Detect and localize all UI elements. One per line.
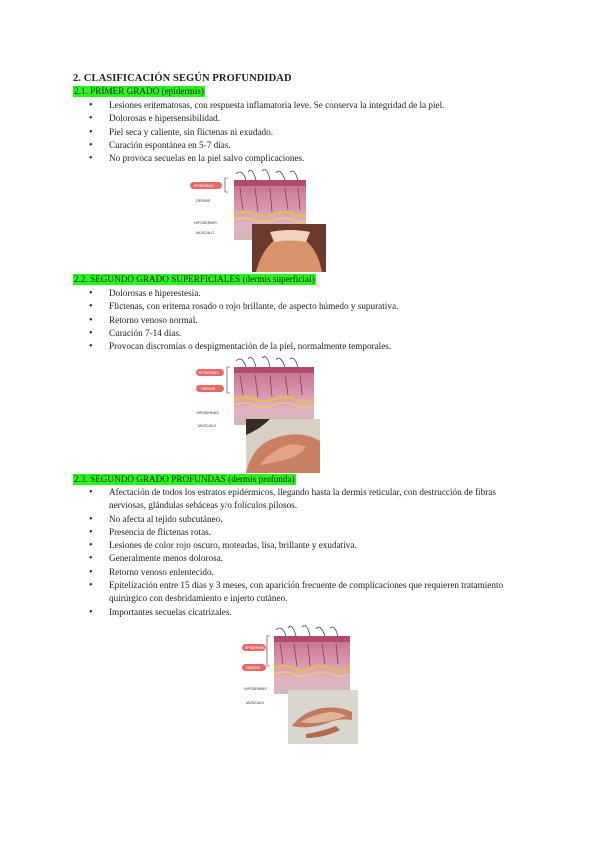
list-primer-grado [73,99,533,165]
list-item: • Curación espontánea en 5-7 días. [73,139,533,152]
label-musculo: MÚSCULO [196,231,214,235]
list-item: • Piel seca y caliente, sin flictenas ni exudado. [73,126,533,139]
list-item: • Flictenas, con eritema rosado o rojo brillante, de aspecto húmedo y supurativa. [73,300,533,313]
list-item: • No provoca secuelas en la piel salvo complicaciones. [73,152,533,165]
skin-diagram-primer-grado [190,168,330,272]
list-segundo-grado-superficial [73,287,533,353]
label-epidermis: EPIDERMIS [194,184,214,188]
list-item: • Dolorosas e hipersensibilidad. [73,112,533,125]
list-item: • Lesiones de color rojo oscuro, moteadas, lisa, brillante y exudativa. [73,539,533,552]
list-item: • Epitelización entre 15 días y 3 meses, con aparición frecuente de complicaciones que requieren tratamiento quirúrgico con desbridamiento e injerto cutáneo. [73,579,533,606]
list-item: • Lesiones eritematosas, con respuesta inflamatoria leve. Se conserva la integridad de la piel. [73,99,533,112]
label-hipodermis: HIPODERMIS [196,411,219,415]
list-item: • Dolorosas e hiperestesia. [73,287,533,300]
heading-segundo-grado-profundo: 2.3. SEGUNDO GRADO PROFUNDAS (dermis profunda) [74,474,295,484]
label-dermis: DERMIS [201,387,215,391]
list-item: • Generalmente menos dolorosa. [73,552,533,565]
list-item: • Provocan discromías o despigmentación de la piel, normalmente temporales. [73,340,533,353]
label-epidermis: EPIDERMIS [199,371,219,375]
list-item: • Afectación de todos los estratos epidérmicos, llegando hasta la dermis reticular, con destrucción de fibras nerviosas, glándulas sebáceas y/o folículos pilosos. [73,486,533,513]
label-epidermis: EPIDERMIS [245,646,265,650]
label-musculo: MÚSCULO [198,424,216,428]
list-item: • Presencia de flictenas rotas. [73,526,533,539]
skin-diagram-segundo-grado-superficial [190,355,330,473]
section-title: 2. CLASIFICACIÓN SEGÚN PROFUNDIDAD [73,73,292,84]
list-item: • Curación 7-14 días. [73,327,533,340]
heading-primer-grado: 2.1. PRIMER GRADO (epidermis) [74,86,204,96]
label-hipodermis: HIPODERMIS [194,221,217,225]
heading-segundo-grado-superficial: 2.2. SEGUNDO GRADO SUPERFICIALES (dermis superficial) [74,274,315,284]
label-musculo: MÚSCULO [246,701,264,705]
label-dermis: DERMIS [196,199,210,203]
label-dermis: DERMIS [246,666,260,670]
skin-diagram-segundo-grado-profundo [236,622,366,746]
label-hipodermis: HIPODERMIS [244,687,267,691]
list-item: • No afecta al tejido subcutáneo. [73,513,533,526]
list-segundo-grado-profundo [73,486,533,619]
list-item: • Retorno venoso enlentecido. [73,566,533,579]
list-item: • Retorno venoso normal. [73,314,533,327]
list-item: • Importantes secuelas cicatrizales. [73,606,533,619]
